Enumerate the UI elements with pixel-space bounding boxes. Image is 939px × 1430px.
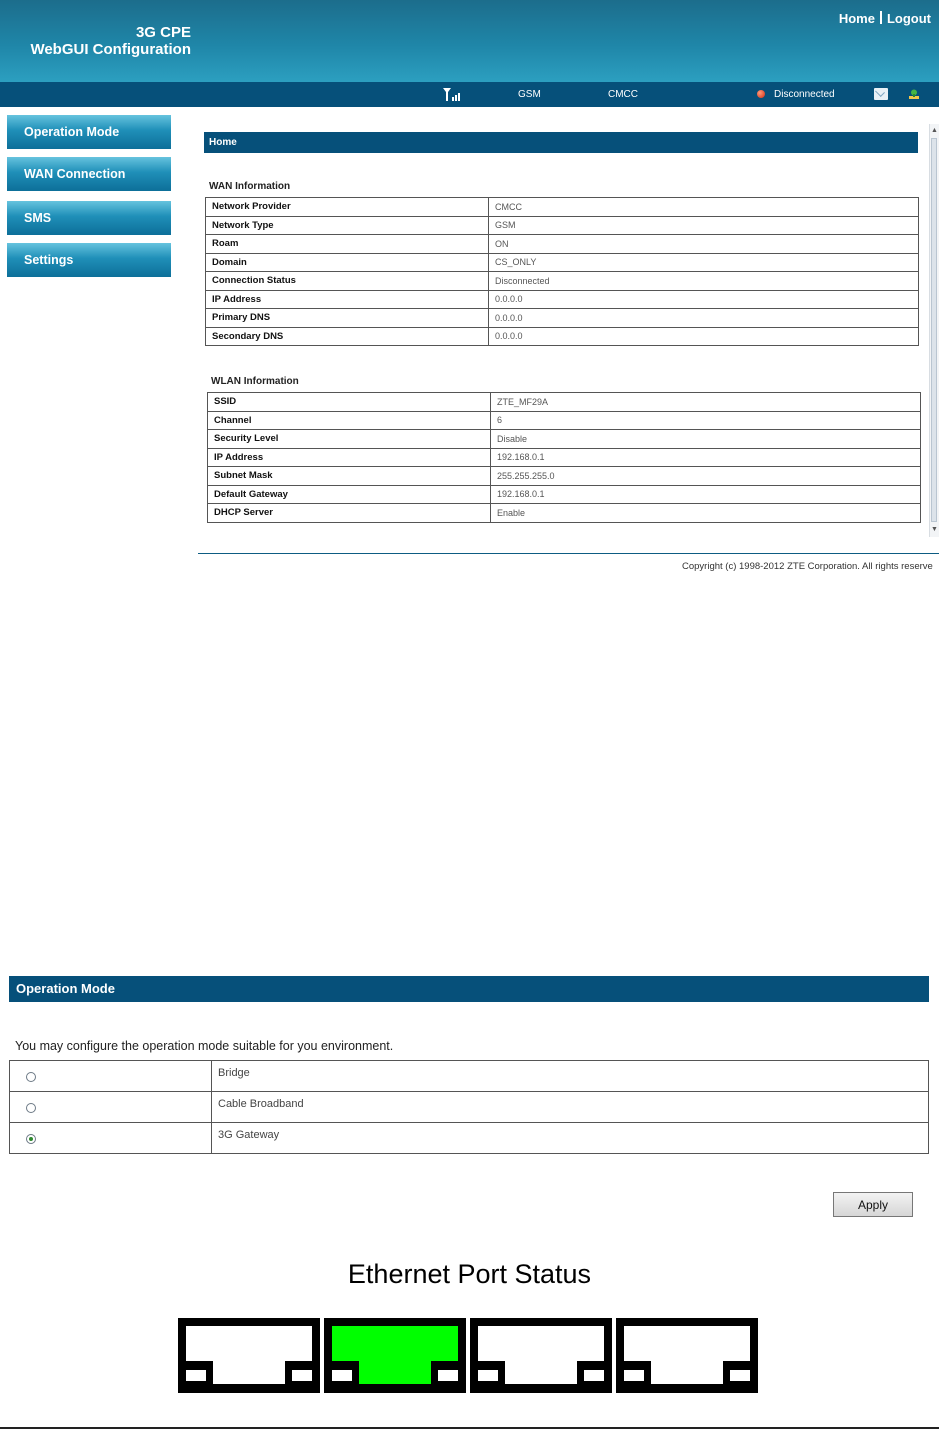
ethernet-port-3 [470,1318,612,1393]
scroll-thumb[interactable] [931,138,937,522]
table-row [206,235,919,254]
row-value: ON [489,235,919,254]
content-scrollbar[interactable] [929,124,939,537]
ethernet-port-4 [616,1318,758,1393]
port-notch-left [478,1361,505,1384]
ethernet-port-1 [178,1318,320,1393]
row-value: 0.0.0.0 [489,309,919,328]
table-row [208,504,921,523]
row-value: Enable [491,504,921,523]
connection-led-icon [757,90,765,98]
table-row [10,1092,929,1123]
row-value: GSM [489,216,919,235]
row-key: Secondary DNS [206,327,489,346]
scroll-down-arrow-icon[interactable]: ▼ [931,526,938,533]
top-links [839,11,931,26]
radio-cell [10,1123,212,1154]
row-value: 192.168.0.1 [491,448,921,467]
wlan-section-label: WLAN Information [211,376,299,387]
row-value: ZTE_MF29A [491,393,921,412]
sidebar-item-wan-connection[interactable]: WAN Connection [7,157,171,191]
row-key: Roam [206,235,489,254]
port-notch-left [624,1361,651,1384]
row-value: 255.255.255.0 [491,467,921,486]
port-notch-left [332,1361,359,1384]
network-status-icon[interactable] [907,88,921,100]
row-key: Network Provider [206,198,489,217]
table-row [208,448,921,467]
row-key: IP Address [208,448,491,467]
table-row [10,1123,929,1154]
row-key: IP Address [206,290,489,309]
scroll-up-arrow-icon[interactable]: ▲ [931,127,938,134]
sidebar-item-settings[interactable]: Settings [7,243,171,277]
row-key: Connection Status [206,272,489,291]
row-value: Disable [491,430,921,449]
radio-3g-gateway[interactable] [26,1134,36,1144]
ethernet-port-2 [324,1318,466,1393]
row-key: Channel [208,411,491,430]
row-key: Domain [206,253,489,272]
table-row [208,485,921,504]
row-key: Subnet Mask [208,467,491,486]
row-key: Primary DNS [206,309,489,328]
footer-divider [198,553,939,554]
row-value: 6 [491,411,921,430]
table-row [208,411,921,430]
row-value: 0.0.0.0 [489,290,919,309]
radio-cell [10,1092,212,1123]
port-notch-right [285,1361,312,1384]
provider-label: CMCC [608,89,638,100]
operation-mode-table [9,1060,929,1154]
row-key: Default Gateway [208,485,491,504]
option-label: Bridge [212,1061,929,1092]
row-key: Security Level [208,430,491,449]
option-label: 3G Gateway [212,1123,929,1154]
port-notch-left [186,1361,213,1384]
wan-info-table [205,197,919,346]
table-row [206,290,919,309]
link-separator [880,11,882,24]
option-label: Cable Broadband [212,1092,929,1123]
operation-mode-description: You may configure the operation mode suitable for you environment. [15,1039,394,1053]
bottom-divider [0,1427,939,1429]
table-row [206,309,919,328]
home-link[interactable]: Home [838,11,875,26]
row-value: 0.0.0.0 [489,327,919,346]
port-notch-right [723,1361,750,1384]
table-row [208,393,921,412]
ethernet-status-title: Ethernet Port Status [347,1259,592,1289]
mail-icon[interactable] [874,88,888,100]
row-value: Disconnected [489,272,919,291]
table-row [206,216,919,235]
network-type-label: GSM [518,89,541,100]
row-value: 192.168.0.1 [491,485,921,504]
table-row [208,467,921,486]
page-title: Home [204,132,918,153]
copyright-text: Copyright (c) 1998-2012 ZTE Corporation. All rights reserve [682,561,933,572]
table-row [206,198,919,217]
port-notch-right [431,1361,458,1384]
table-row [206,253,919,272]
radio-cell [10,1061,212,1092]
table-row [10,1061,929,1092]
header [0,0,939,82]
signal-strength-icon [443,88,461,101]
status-bar [0,82,939,107]
apply-button[interactable]: Apply [833,1192,913,1217]
table-row [206,327,919,346]
radio-bridge[interactable] [26,1072,36,1082]
wlan-info-table [207,392,921,523]
connection-status-label: Disconnected [774,89,835,100]
radio-cable-broadband[interactable] [26,1103,36,1113]
brand-subtitle: WebGUI Configuration [30,41,191,58]
row-value: CMCC [489,198,919,217]
table-row [208,430,921,449]
sidebar-item-sms[interactable]: SMS [7,201,171,235]
row-key: Network Type [206,216,489,235]
row-key: SSID [208,393,491,412]
table-row [206,272,919,291]
brand-title: 3G CPE [135,24,191,41]
wan-section-label: WAN Information [209,181,291,192]
logout-link[interactable]: Logout [886,11,931,26]
operation-mode-title: Operation Mode [9,976,929,1002]
sidebar-item-operation-mode[interactable]: Operation Mode [7,115,171,149]
row-key: DHCP Server [208,504,491,523]
row-value: CS_ONLY [489,253,919,272]
port-notch-right [577,1361,604,1384]
